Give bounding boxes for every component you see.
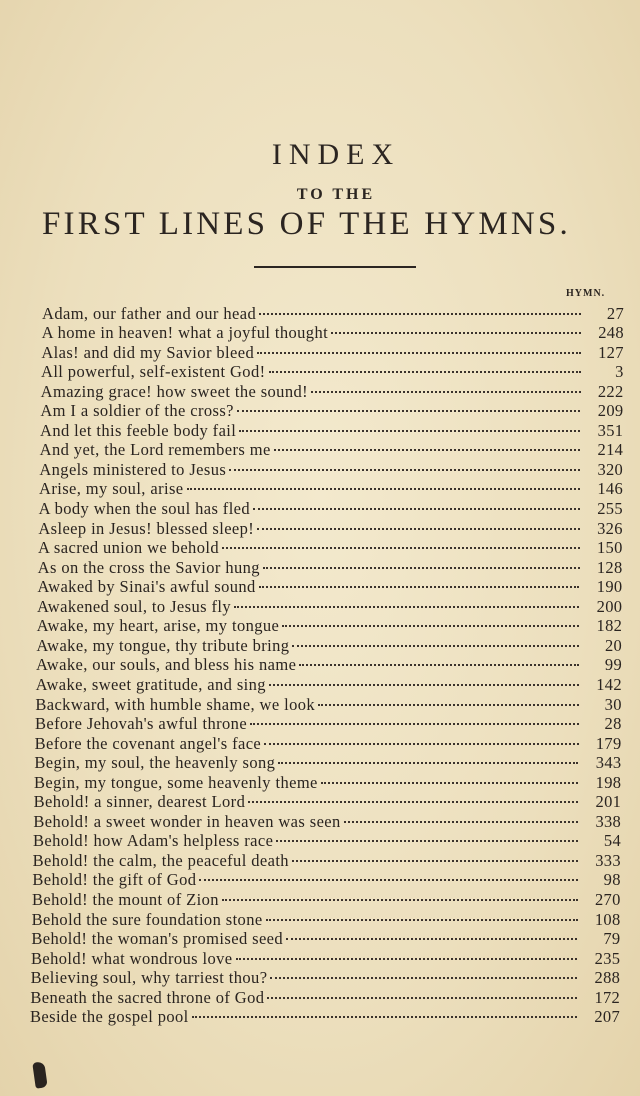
- hymn-number: 146: [597, 479, 623, 499]
- hymn-number: 270: [595, 890, 621, 909]
- index-entry: [40, 397, 624, 421]
- hymn-number: 198: [595, 772, 622, 792]
- index-entry: [31, 905, 621, 929]
- hymn-first-line: Adam, our father and our head: [42, 303, 257, 323]
- hymn-first-line: Awake, my heart, arise, my tongue: [36, 616, 280, 636]
- hymn-number: 351: [597, 420, 624, 440]
- hymn-first-line: Amazing grace! how sweet the sound!: [40, 381, 309, 401]
- dot-leader: [311, 377, 581, 397]
- hymn-number: 99: [604, 655, 622, 675]
- hymn-first-line: Awakened soul, to Jesus fly: [37, 596, 231, 616]
- page-subtitle-to-the: TO THE: [296, 186, 376, 203]
- index-entry: [40, 377, 624, 401]
- hymn-number: 127: [598, 342, 624, 362]
- hymn-number: 288: [594, 968, 621, 988]
- dot-leader: [253, 495, 580, 515]
- dot-leader: [248, 788, 578, 808]
- hymn-first-line: Believing soul, why tarriest thou?: [30, 968, 268, 988]
- index-entry: [39, 455, 624, 479]
- hymn-first-line: Awake, my tongue, thy tribute bring: [36, 635, 290, 655]
- hymn-column-header: HYMN.: [566, 288, 606, 299]
- hymn-first-line: Begin, my soul, the heavenly song: [34, 753, 276, 773]
- dot-leader: [266, 905, 578, 925]
- dot-leader: [250, 710, 579, 730]
- hymn-first-line: Am I a soldier of the cross?: [40, 401, 234, 421]
- hymn-first-line: And let this feeble body fail: [40, 420, 237, 440]
- dot-leader: [236, 944, 578, 964]
- index-entry: [31, 925, 621, 949]
- index-entry: [36, 651, 622, 675]
- hymn-number: 108: [594, 909, 621, 929]
- hymn-first-line: And yet, the Lord remembers me: [39, 440, 271, 460]
- index-entry: [35, 710, 622, 734]
- hymn-first-line: Behold! the woman's promised seed: [31, 929, 284, 949]
- dot-leader: [234, 592, 579, 612]
- dot-leader: [192, 1003, 577, 1023]
- hymn-number: 209: [597, 401, 624, 421]
- dot-leader: [269, 670, 579, 690]
- hymn-number: 27: [606, 303, 624, 323]
- hymn-number: 201: [595, 792, 622, 812]
- hymn-number: 326: [597, 518, 623, 538]
- dot-leader: [239, 416, 580, 436]
- hymn-first-line: Arise, my soul, arise: [39, 479, 184, 499]
- index-entry: [33, 807, 622, 831]
- hymn-number: 54: [603, 831, 621, 851]
- hymn-first-line: Behold the sure foundation stone: [31, 909, 263, 929]
- index-entry: [36, 631, 623, 655]
- index-entry: [37, 553, 623, 577]
- hymn-number: 79: [603, 929, 621, 949]
- hymn-first-line: Begin, my tongue, some heavenly theme: [34, 772, 318, 792]
- dot-leader: [257, 514, 580, 534]
- index-entry: [32, 886, 621, 909]
- index-entry: [30, 964, 621, 988]
- index-entry: [35, 690, 622, 714]
- hymn-number: 28: [604, 714, 622, 734]
- dot-leader: [222, 534, 580, 554]
- hymn-number: 235: [594, 948, 621, 968]
- hymn-number: 248: [598, 323, 624, 343]
- hymn-first-line: As on the cross the Savior hung: [37, 557, 260, 577]
- dot-leader: [321, 768, 579, 788]
- index-entry: [35, 670, 622, 694]
- hymn-first-line: Asleep in Jesus! blessed sleep!: [38, 518, 255, 538]
- index-entry: [38, 514, 623, 538]
- hymn-number: 128: [596, 557, 623, 577]
- dot-leader: [292, 846, 578, 866]
- dot-leader: [222, 886, 578, 906]
- hymn-number: 190: [596, 577, 623, 597]
- hymn-first-line: Angels ministered to Jesus: [39, 459, 227, 479]
- dot-leader: [199, 866, 577, 886]
- index-entry: [30, 1003, 620, 1027]
- dot-leader: [292, 631, 579, 651]
- index-entry: [37, 592, 623, 616]
- hymn-number: 338: [595, 811, 622, 831]
- dot-leader: [229, 455, 580, 475]
- index-entry: [32, 866, 621, 890]
- index-entry: [37, 573, 623, 597]
- hymn-number: 214: [597, 440, 624, 460]
- hymn-first-line: Awake, sweet gratitude, and sing: [35, 674, 266, 694]
- index-entry: [39, 436, 624, 460]
- dot-leader: [257, 338, 581, 358]
- hymn-first-line: Before the covenant angel's face: [34, 733, 262, 753]
- dot-leader: [263, 553, 580, 573]
- hymn-number: 150: [597, 538, 623, 558]
- title-divider: [254, 266, 416, 268]
- index-entry: [30, 983, 621, 1007]
- hymn-number: 179: [595, 733, 622, 753]
- hymn-number: 343: [595, 753, 622, 773]
- hymn-first-line: Behold! the gift of God: [32, 870, 197, 890]
- index-entry: [38, 534, 623, 558]
- index-entry: [34, 768, 622, 792]
- page-subtitle: FIRST LINES OF THE HYMNS.: [42, 206, 571, 242]
- dot-leader: [264, 729, 578, 749]
- dot-leader: [259, 573, 580, 593]
- dot-leader: [276, 827, 578, 847]
- hymn-first-line: Beside the gospel pool: [30, 1007, 189, 1027]
- hymn-first-line: Backward, with humble shame, we look: [35, 694, 316, 714]
- hymn-number: 30: [604, 694, 622, 714]
- hymn-first-line: Awaked by Sinai's awful sound: [37, 577, 256, 597]
- index-entry: [34, 729, 622, 753]
- hymn-number: 98: [603, 870, 621, 890]
- index-entry: [41, 358, 624, 382]
- index-entry: [34, 749, 622, 773]
- hymn-first-line: A home in heaven! what a joyful thought: [41, 323, 329, 343]
- hymn-first-line: A body when the soul has fled: [38, 499, 251, 518]
- ink-blot: [32, 1061, 48, 1088]
- hymn-first-line: Beneath the sacred throne of God: [30, 987, 265, 1007]
- dot-leader: [278, 749, 578, 769]
- hymn-number: 333: [595, 850, 621, 870]
- hymn-number: 182: [596, 616, 623, 636]
- dot-leader: [187, 475, 580, 495]
- hymn-first-line: A sacred union we behold: [38, 538, 219, 558]
- hymn-number: 3: [615, 362, 624, 382]
- index-entry: [32, 846, 621, 870]
- hymn-number: 222: [597, 381, 624, 401]
- hymn-first-line: Behold! a sinner, dearest Lord: [33, 792, 246, 812]
- hymn-first-line: Alas! and did my Savior bleed: [41, 342, 255, 362]
- hymn-first-line: Awake, our souls, and bless his name: [36, 655, 297, 675]
- hymn-first-line: Before Jehovah's awful throne: [35, 714, 248, 734]
- dot-leader: [274, 436, 581, 456]
- dot-leader: [344, 807, 578, 827]
- dot-leader: [267, 983, 577, 1003]
- hymn-first-line: Behold! the mount of Zion: [32, 890, 219, 909]
- hymn-first-line: Behold! how Adam's helpless race: [33, 831, 274, 851]
- index-entry: [41, 338, 624, 362]
- page-title: INDEX: [271, 138, 401, 171]
- hymn-number: 255: [597, 499, 623, 518]
- hymn-first-line: Behold! what wondrous love: [31, 948, 233, 968]
- index-entry: [31, 944, 621, 968]
- hymn-number: 320: [597, 459, 624, 479]
- index-entry: [41, 319, 624, 343]
- dot-leader: [269, 358, 581, 378]
- index-entry: [33, 788, 622, 812]
- dot-leader: [286, 925, 577, 945]
- index-entry: [36, 612, 623, 636]
- hymn-first-line: Behold! the calm, the peaceful death: [32, 850, 289, 870]
- hymn-number: 172: [594, 987, 621, 1007]
- hymn-number: 20: [604, 635, 623, 655]
- index-entry: [40, 416, 624, 440]
- dot-leader: [331, 319, 581, 339]
- dot-leader: [318, 690, 579, 710]
- hymn-first-line: All powerful, self-existent God!: [41, 362, 266, 382]
- dot-leader: [299, 651, 579, 671]
- hymn-number: 142: [596, 674, 622, 694]
- index-entry: [38, 495, 623, 518]
- index-entry: [42, 299, 624, 323]
- hymn-number: 200: [596, 596, 623, 616]
- dot-leader: [259, 299, 581, 319]
- hymn-first-line: Behold! a sweet wonder in heaven was seen: [33, 811, 341, 831]
- dot-leader: [237, 397, 581, 417]
- dot-leader: [270, 964, 577, 984]
- dot-leader: [282, 612, 579, 632]
- index-entry: [39, 475, 623, 499]
- hymn-number: 207: [594, 1007, 620, 1027]
- index-entry: [33, 827, 621, 851]
